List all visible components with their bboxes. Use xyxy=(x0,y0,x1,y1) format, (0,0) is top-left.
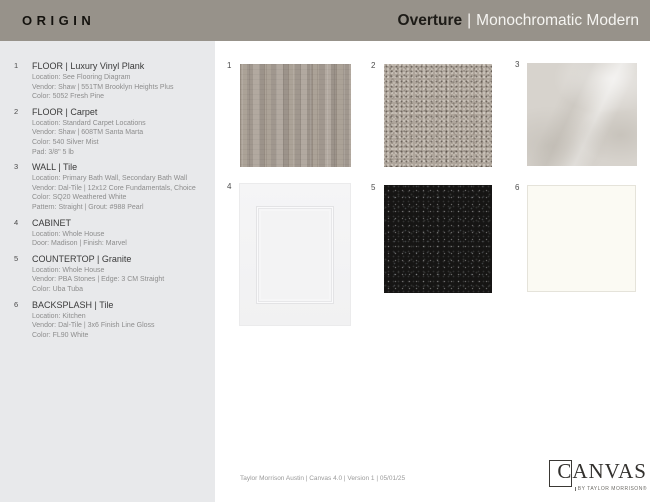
granite-countertop-swatch xyxy=(384,185,492,293)
spec-body xyxy=(32,161,215,212)
spec-detail: Pattern: Straight | Grout: #988 Pearl xyxy=(32,203,144,211)
spec-detail: Color: FL90 White xyxy=(32,331,89,339)
spec-detail: Color: Uba Tuba xyxy=(32,285,83,293)
spec-number: 1 xyxy=(14,61,19,70)
spec-detail: Location: Kitchen xyxy=(32,312,86,320)
swatch-label-1: 1 xyxy=(227,61,232,70)
spec-body xyxy=(32,253,215,295)
spec-body xyxy=(32,60,215,102)
spec-detail: Vendor: Shaw | 608TM Santa Marta xyxy=(32,129,144,137)
spec-detail: Color: 5052 Fresh Pine xyxy=(32,93,104,101)
spec-detail: Vendor: Dal-Tile | 12x12 Core Fundamentals, Choice xyxy=(32,184,196,192)
logo-tagline: BY TAYLOR MORRISON® xyxy=(577,486,647,492)
spec-number: 5 xyxy=(14,253,19,263)
spec-title: FLOOR | Carpet xyxy=(32,106,98,117)
spec-item-countertop xyxy=(14,253,215,295)
spec-number: 6 xyxy=(14,299,19,309)
swatch-label-3: 3 xyxy=(515,60,520,69)
luxury-vinyl-plank-swatch xyxy=(240,64,351,167)
spec-title: CABINET xyxy=(32,217,72,228)
spec-detail: Location: Whole House xyxy=(32,230,105,238)
document-meta: Taylor Morrison Austin | Canvas 4.0 | Version 1 | 05/01/25 xyxy=(240,475,406,482)
spec-detail: Color: 540 Silver Mist xyxy=(32,138,99,146)
spec-number: 2 xyxy=(14,106,19,116)
canvas-logo xyxy=(548,457,647,499)
spec-number: 3 xyxy=(14,162,19,172)
spec-item-cabinet xyxy=(14,217,215,249)
spec-title: WALL | Tile xyxy=(32,162,78,173)
spec-detail: Vendor: PBA Stones | Edge: 3 CM Straight xyxy=(32,276,165,284)
carpet-swatch xyxy=(384,64,492,167)
brand-title: ORIGIN xyxy=(22,13,96,28)
spec-item-backsplash xyxy=(14,299,215,341)
spec-detail: Vendor: Shaw | 551TM Brooklyn Heights Plus xyxy=(32,83,174,91)
spec-body xyxy=(32,299,215,341)
header-bar xyxy=(0,0,650,41)
swatch-label-2: 2 xyxy=(371,61,376,70)
spec-sidebar xyxy=(0,41,215,502)
cabinet-panel-inset xyxy=(257,207,333,303)
spec-item-floor-lvp xyxy=(14,60,215,102)
collection-name: Overture xyxy=(397,11,463,29)
spec-item-wall-tile xyxy=(14,161,215,212)
spec-body xyxy=(32,106,215,157)
spec-body xyxy=(32,217,215,249)
spec-detail: Location: See Flooring Diagram xyxy=(32,74,131,81)
swatch-label-5: 5 xyxy=(371,183,376,192)
spec-detail: Door: Madison | Finish: Marvel xyxy=(32,240,127,248)
scheme-style-name: Monochromatic Modern xyxy=(476,11,639,29)
scheme-title xyxy=(398,12,639,30)
spec-detail: Location: Standard Carpet Locations xyxy=(32,119,146,127)
backsplash-tile-swatch xyxy=(527,185,636,292)
spec-detail: Location: Primary Bath Wall, Secondary Bath Wall xyxy=(32,175,188,183)
spec-number: 4 xyxy=(14,217,19,227)
spec-item-floor-carpet xyxy=(14,106,215,157)
canvas-logo-frame-icon xyxy=(549,460,572,487)
swatch-label-6: 6 xyxy=(515,183,520,192)
spec-detail: Color: SQ20 Weathered White xyxy=(32,194,127,202)
scheme-separator: | xyxy=(467,11,472,29)
swatch-label-4: 4 xyxy=(227,182,232,191)
wall-tile-swatch xyxy=(527,63,637,166)
tagline-tick-icon xyxy=(575,487,576,491)
spec-detail: Location: Whole House xyxy=(32,266,105,274)
spec-title: BACKSPLASH | Tile xyxy=(32,299,114,310)
spec-detail: Vendor: Dal-Tile | 3x6 Finish Line Gloss xyxy=(32,322,155,330)
canvas-wordmark: CANVAS xyxy=(557,459,647,483)
cabinet-door-swatch xyxy=(240,184,350,325)
spec-title: COUNTERTOP | Granite xyxy=(32,253,132,264)
spec-title: FLOOR | Luxury Vinyl Plank xyxy=(32,61,145,71)
spec-detail: Pad: 3/8" 5 lb xyxy=(32,148,74,156)
